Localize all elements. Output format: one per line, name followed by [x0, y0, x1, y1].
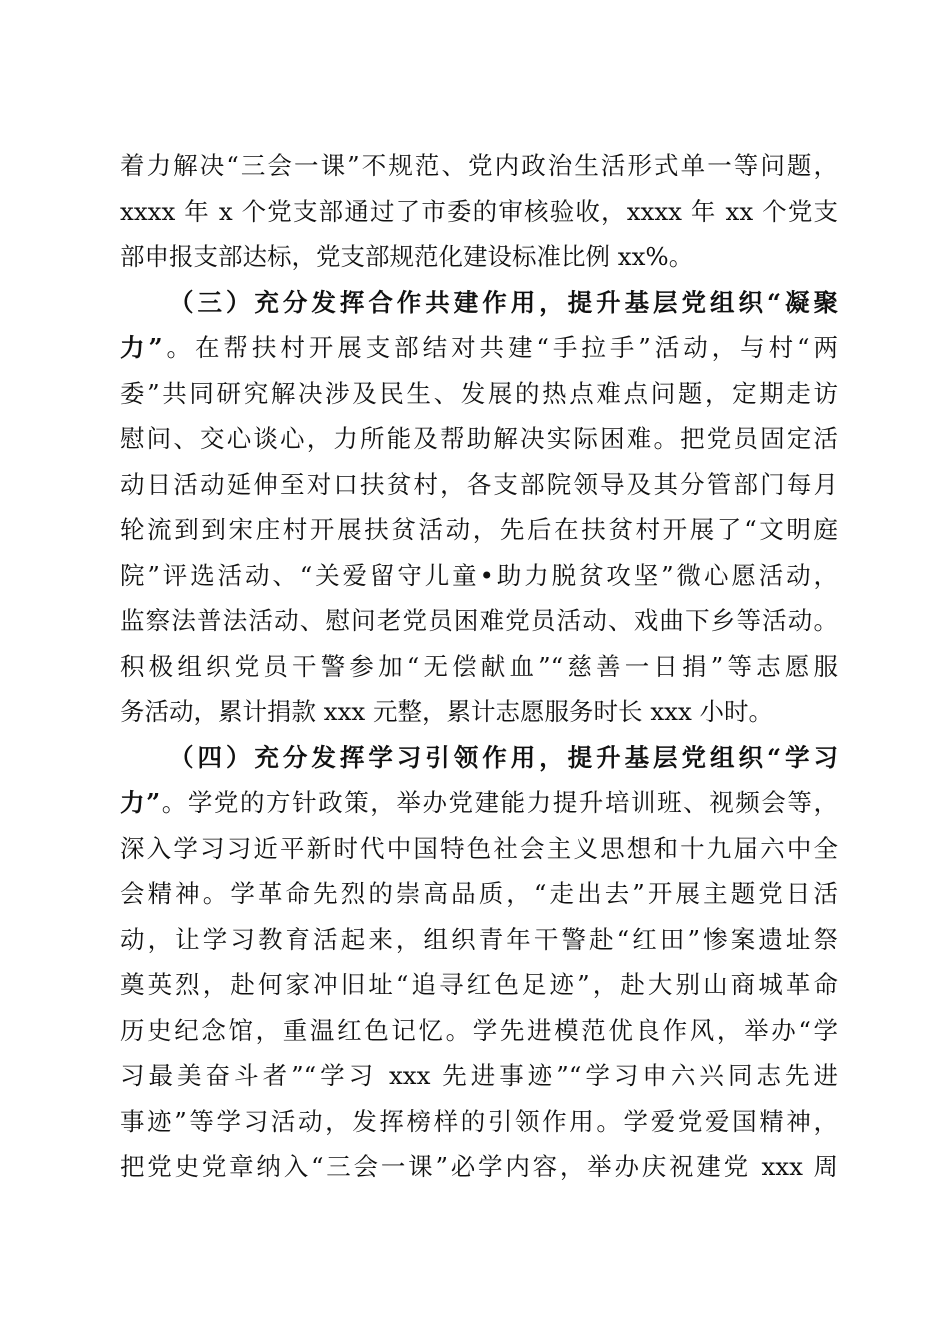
text-line: 把党史党章纳入“三会一课”必学内容，举办庆祝建党 xxx 周 [120, 1152, 838, 1181]
section-three-first-line: 。在帮扶村开展支部结对共建“手拉手”活动，与村“两 [162, 333, 839, 362]
section-three-paragraph [120, 280, 838, 735]
text-line: 委”共同研究解决涉及民生、发展的热点难点问题，定期走访 [120, 378, 838, 408]
section-four-heading-tail: 力” [120, 788, 161, 817]
text-line: 动日活动延伸至对口扶贫村，各支部院领导及其分管部门每月 [120, 469, 838, 499]
text-line: 轮流到到宋庄村开展扶贫活动，先后在扶贫村开展了“文明庭 [120, 515, 838, 544]
text-line: 习最美奋斗者”“学习 xxx 先进事迹”“学习申六兴同志先进 [120, 1061, 838, 1090]
text-line: 会精神。学革命先烈的崇高品质，“走出去”开展主题党日活 [120, 879, 838, 908]
text-line: 积极组织党员干警参加“无偿献血”“慈善一日捐”等志愿服 [120, 651, 838, 681]
section-four-first-line: 。学党的方针政策，举办党建能力提升培训班、视频会等， [160, 788, 839, 817]
text-line [120, 325, 838, 371]
text-line: 事迹”等学习活动，发挥榜样的引领作用。学爱党爱国精神， [120, 1106, 838, 1136]
section-three-heading-tail: 力” [120, 333, 163, 362]
section-three-heading-line [120, 280, 838, 326]
text-line: 院”评选活动、“关爱留守儿童•助力脱贫攻坚”微心愿活动， [120, 560, 838, 590]
text-line: 着力解决“三会一课”不规范、党内政治生活形式单一等问题， [120, 151, 838, 180]
text-line: 监察法普法活动、慰问老党员困难党员活动、戏曲下乡等活动。 [120, 606, 838, 635]
text-line: 动，让学习教育活起来，组织青年干警赴“红田”惨案遗址祭 [120, 924, 838, 954]
text-line [120, 780, 838, 826]
text-line: 务活动，累计捐款 xxx 元整，累计志愿服务时长 xxx 小时。 [120, 697, 774, 726]
text-line: 深入学习习近平新时代中国特色社会主义思想和十九届六中全 [120, 833, 838, 863]
paragraph-continuation [120, 143, 838, 280]
text-line: 慰问、交心谈心，力所能及帮助解决实际困难。把党员固定活 [120, 424, 838, 453]
section-three-heading: （三）充分发挥合作共建作用，提升基层党组织“凝聚 [169, 287, 838, 317]
section-four-heading-line [120, 735, 838, 781]
text-line: 部申报支部达标，党支部规范化建设标准比例 xx%。 [120, 242, 694, 271]
section-four-heading: （四）充分发挥学习引领作用，提升基层党组织“学习 [169, 742, 838, 772]
text-line: 奠英烈，赴何家冲旧址“追寻红色足迹”，赴大别山商城革命 [120, 970, 838, 999]
body-text [120, 143, 838, 1190]
text-line: 历史纪念馆，重温红色记忆。学先进模范优良作风，举办“学 [120, 1015, 838, 1045]
text-line: xxxx 年 x 个党支部通过了市委的审核验收，xxxx 年 xx 个党支 [120, 196, 838, 226]
section-four-paragraph [120, 735, 838, 1190]
